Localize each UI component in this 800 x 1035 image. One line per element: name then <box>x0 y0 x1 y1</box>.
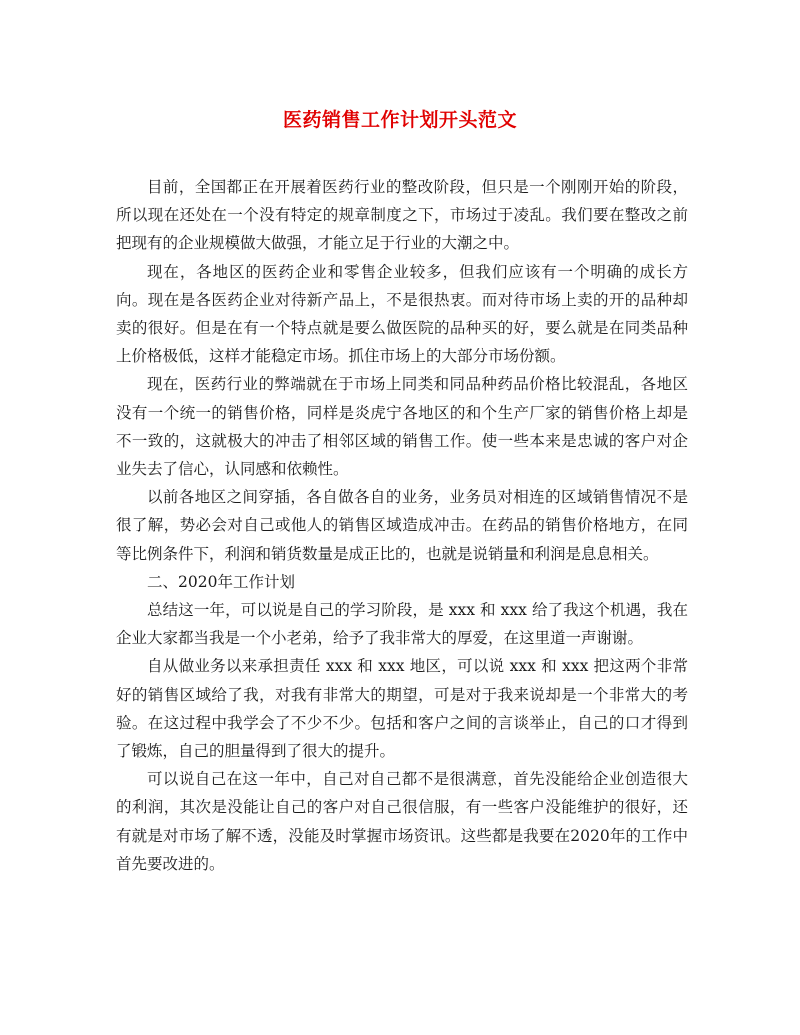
section-heading: 二、2020年工作计划 <box>147 572 295 591</box>
paragraph: 现在，医药行业的弊端就在于市场上同类和同品种药品价格比较混乱，各地区没有一个统一的销售价格，同样是炎虎宁各地区的和个生产厂家的销售价格上却是不一致的，这就极大的冲击了相邻区域的销售工作。使一些本来是忠诚的客户对企业失去了信心，认同感和依赖性。 <box>116 375 688 479</box>
paragraph: 目前，全国都正在开展着医药行业的整改阶段，但只是一个刚刚开始的阶段，所以现在还处在一个没有特定的规章制度之下，市场过于凌乱。我们要在整改之前把现有的企业规模做大做强，才能立足于行业的大潮之中。 <box>116 178 688 253</box>
paragraph: 总结这一年，可以说是自己的学习阶段，是 xxx 和 xxx 给了我这个机遇，我在企业大家都当我是一个小老弟，给予了我非常大的厚爱，在这里道一声谢谢。 <box>116 601 688 648</box>
paragraph: 自从做业务以来承担责任 xxx 和 xxx 地区，可以说 xxx 和 xxx 把这两个非常好的销售区域给了我，对我有非常大的期望，可是对于我来说却是一个非常大的考验。在这过程中我学会了不少不少。包括和客户之间的言谈举止，自己的口才得到了锻炼，自己的胆量得到了很大的提升。 <box>116 657 688 761</box>
document-title: 医药销售工作计划开头范文 <box>282 109 517 131</box>
paragraph: 以前各地区之间穿插，各自做各自的业务，业务员对相连的区域销售情况不是很了解，势必会对自己或他人的销售区域造成冲击。在药品的销售价格地方，在同等比例条件下，利润和销货数量是成正比的，也就是说销量和利润是息息相关。 <box>116 488 688 563</box>
document-body <box>116 173 688 878</box>
paragraph: 现在，各地区的医药企业和零售企业较多，但我们应该有一个明确的成长方向。现在是各医药企业对待新产品上，不是很热衷。而对待市场上卖的开的品种却卖的很好。但是在有一个特点就是要么做医院的品种买的好，要么就是在同类品种上价格极低，这样才能稳定市场。抓住市场上的大部分市场份额。 <box>116 262 688 366</box>
paragraph: 可以说自己在这一年中，自己对自己都不是很满意，首先没能给企业创造很大的利润，其次是没能让自己的客户对自己很信服，有一些客户没能维护的很好，还有就是对市场了解不透，没能及时掌握市场资讯。这些都是我要在2020年的工作中首先要改进的。 <box>116 770 688 873</box>
